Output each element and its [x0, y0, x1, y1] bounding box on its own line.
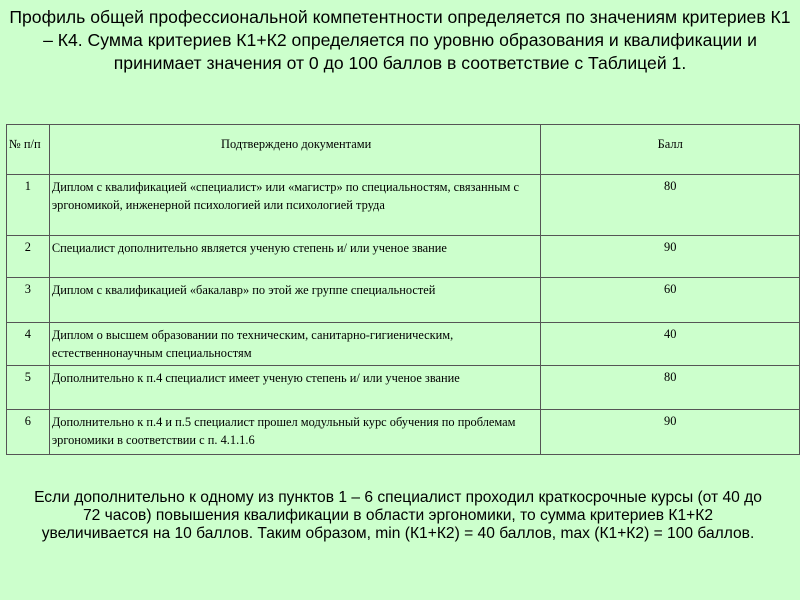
row-number: 3 — [7, 278, 50, 323]
row-score: 80 — [541, 175, 800, 236]
table-row — [7, 236, 800, 278]
table-row — [7, 410, 800, 455]
row-score: 80 — [541, 366, 800, 410]
header-documents: Подтверждено документами — [49, 125, 541, 175]
row-text: Диплом о высшем образовании по техническим, санитарно-гигиеническим, естественнонаучным специальностям — [49, 323, 541, 366]
criteria-table — [6, 124, 800, 455]
table-header-row — [7, 125, 800, 175]
row-score: 60 — [541, 278, 800, 323]
header-score: Балл — [541, 125, 800, 175]
row-score: 90 — [541, 410, 800, 455]
intro-paragraph: Профиль общей профессиональной компетентности определяется по значениям критериев К1 – К4. Сумма критериев К1+К2 определяется по уровню образования и квалификации и принимает значения от 0 до 100 баллов в соответствие с Таблицей 1. — [9, 7, 791, 73]
row-number: 2 — [7, 236, 50, 278]
row-number: 4 — [7, 323, 50, 366]
table-row — [7, 175, 800, 236]
row-number: 1 — [7, 175, 50, 236]
row-text: Специалист дополнительно является ученую степень и/ или ученое звание — [49, 236, 541, 278]
note-paragraph: Если дополнительно к одному из пунктов 1 – 6 специалист проходил краткосрочные курсы (от 40 до 72 часов) повышения квалификации в области эргономики, то сумма критериев К1+К2 увеличивается на 10 баллов. Таким образом, min (К1+К2) = 40 баллов, max (К1+К2) = 100 баллов. — [34, 489, 762, 542]
row-score: 90 — [541, 236, 800, 278]
table-row — [7, 323, 800, 366]
row-text: Дополнительно к п.4 и п.5 специалист прошел модульный курс обучения по проблемам эргономики в соответствии с п. 4.1.1.6 — [49, 410, 541, 455]
header-number: № п/п — [7, 125, 50, 175]
table-row — [7, 366, 800, 410]
table-row — [7, 278, 800, 323]
row-text: Дополнительно к п.4 специалист имеет ученую степень и/ или ученое звание — [49, 366, 541, 410]
row-score: 40 — [541, 323, 800, 366]
row-number: 6 — [7, 410, 50, 455]
row-number: 5 — [7, 366, 50, 410]
row-text: Диплом с квалификацией «бакалавр» по этой же группе специальностей — [49, 278, 541, 323]
row-text: Диплом с квалификацией «специалист» или «магистр» по специальностям, связанным с эргономикой, инженерной психологией или психологией труда — [49, 175, 541, 236]
